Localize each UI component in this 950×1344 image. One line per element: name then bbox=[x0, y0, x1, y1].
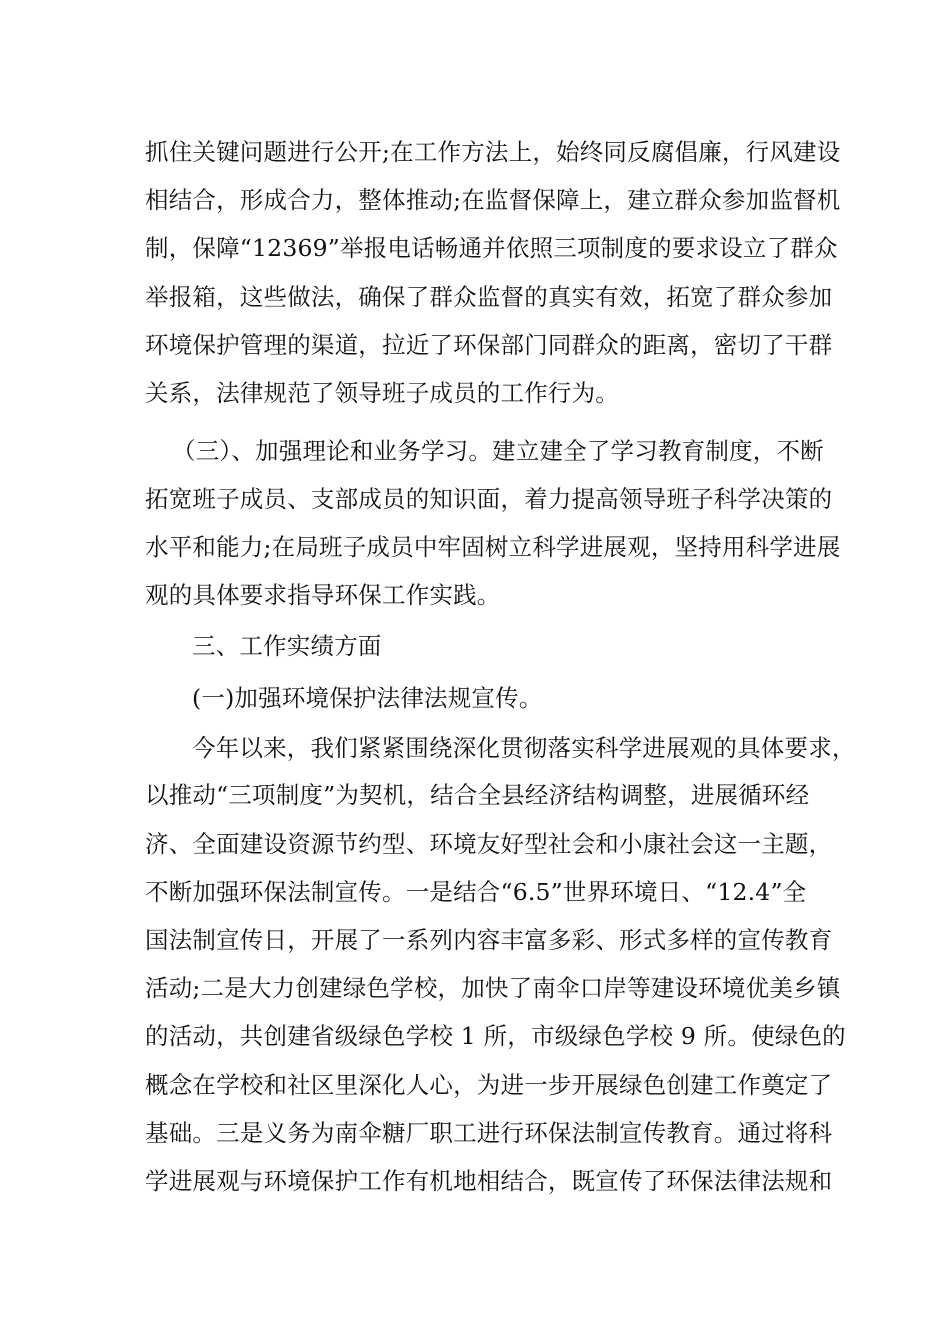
text-line: 概念在学校和社区里深化人心，为进一步开展绿色创建工作奠定了 bbox=[145, 1071, 833, 1099]
text-line: （三）、加强理论和业务学习。建立建全了学习教育制度，不断 bbox=[172, 437, 824, 465]
text-line: 以推动“三项制度”为契机，结合全县经济结构调整，进展循环经 bbox=[145, 781, 810, 809]
text-line: 水平和能力;在局班子成员中牢固树立科学进展观，坚持用科学进展 bbox=[145, 533, 841, 561]
text-line: 不断加强环保法制宣传。一是结合“6.5”世界环境日、“12.4”全 bbox=[145, 878, 807, 906]
text-line: 关系，法律规范了领导班子成员的工作行为。 bbox=[145, 379, 619, 407]
text-line: 举报箱，这些做法，确保了群众监督的真实有效，拓宽了群众参加 bbox=[145, 283, 833, 311]
text-line: 抓住关键问题进行公开;在工作方法上，始终同反腐倡廉，行风建设 bbox=[145, 138, 841, 166]
subsection-heading: (一)加强环境保护法律法规宣传。 bbox=[192, 684, 543, 712]
text-line: 济、全面建设资源节约型、环境友好型社会和小康社会这一主题， bbox=[145, 830, 833, 858]
text-line: 国法制宣传日，开展了一系列内容丰富多彩、形式多样的宣传教育 bbox=[145, 926, 833, 954]
section-heading: 三、工作实绩方面 bbox=[192, 632, 382, 660]
text-line: 的活动，共创建省级绿色学校 1 所，市级绿色学校 9 所。使绿色的 bbox=[145, 1022, 846, 1050]
text-line: 观的具体要求指导环保工作实践。 bbox=[145, 581, 501, 609]
text-line: 相结合，形成合力，整体推动;在监督保障上，建立群众参加监督机 bbox=[145, 186, 841, 214]
text-line: 今年以来，我们紧紧围绕深化贯彻落实科学进展观的具体要求， bbox=[192, 734, 856, 762]
text-line: 环境保护管理的渠道，拉近了环保部门同群众的距离，密切了干群 bbox=[145, 331, 833, 359]
text-line: 活动;二是大力创建绿色学校，加快了南伞口岸等建设环境优美乡镇 bbox=[145, 974, 841, 1002]
text-line: 制，保障“12369”举报电话畅通并依照三项制度的要求设立了群众 bbox=[145, 234, 838, 262]
text-line: 拓宽班子成员、支部成员的知识面，着力提高领导班子科学决策的 bbox=[145, 485, 833, 513]
text-line: 学进展观与环境保护工作有机地相结合，既宣传了环保法律法规和 bbox=[145, 1167, 833, 1195]
text-line: 基础。三是义务为南伞糖厂职工进行环保法制宣传教育。通过将科 bbox=[145, 1119, 833, 1147]
